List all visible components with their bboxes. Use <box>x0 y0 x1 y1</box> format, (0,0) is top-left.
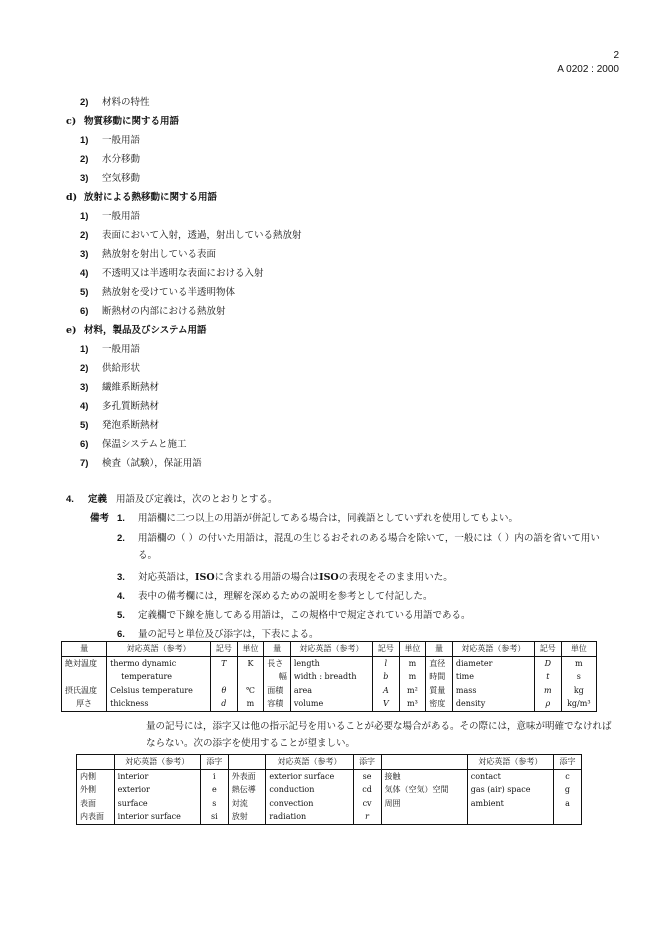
column-header: 単位 <box>237 642 264 657</box>
column-header: 記号 <box>535 642 562 657</box>
outline-item <box>80 210 140 224</box>
item-number: 2) <box>80 154 89 165</box>
item-text: 断熱材の内部における熱放射 <box>102 306 226 317</box>
remark-number: 5. <box>117 610 125 621</box>
outline-item <box>80 153 140 167</box>
column-header <box>381 755 467 770</box>
outline-item <box>80 96 150 110</box>
table-row: 内側 interior i 外表面 exterior surface se 接触 contact c <box>77 769 582 783</box>
outline-item <box>80 438 187 452</box>
column-header: 量 <box>426 642 453 657</box>
outline-item <box>80 419 159 433</box>
column-header: 添字 <box>353 755 381 770</box>
outline-item <box>80 248 216 262</box>
item-text: 熱放射を射出している表面 <box>102 249 217 260</box>
remark-text: 量の記号と単位及び添字は，下表による。 <box>138 629 319 640</box>
column-header: 量 <box>62 642 107 657</box>
table-header-row <box>77 755 582 770</box>
section-title: 材料，製品及びシステム用語 <box>84 325 207 336</box>
outline-item <box>80 286 235 300</box>
outline-item <box>80 400 159 414</box>
column-header: 対応英語（参考） <box>290 642 372 657</box>
table-row: 摂氏温度 Celsius temperature θ ℃ 面積 area A m² 質量 mass m kg <box>62 684 597 698</box>
standard-id: A 0202 : 2000 <box>557 64 619 75</box>
item-number: 1) <box>80 211 89 222</box>
remark-text: 表中の備考欄には，理解を深めるための説明を参考として付記した。 <box>138 591 433 602</box>
outline-item <box>80 343 140 357</box>
table-row: 表面 surface s 対流 convection cv 周囲 ambient a <box>77 797 582 811</box>
item-text: 繊維系断熱材 <box>102 382 160 393</box>
item-number: 3) <box>80 173 89 184</box>
outline-item <box>80 457 202 471</box>
item-number: 2) <box>80 363 89 374</box>
item-text: 検査（試験），保証用語 <box>102 458 202 469</box>
remark-text: 定義欄で下線を施してある用語は，この規格中で規定されている用語である。 <box>138 610 471 621</box>
subscript-note: 量の記号には，添字又は他の指示記号を用いることが必要な場合がある。その際には，意味が明確でなければならない。次の添字を使用することが望ましい。 <box>146 721 612 749</box>
section-label: c) <box>66 116 77 127</box>
table-row: 絶対温度 thermo dynamic T K 長さ length l m 直径 diameter D m <box>62 656 597 670</box>
remark-text: 用語欄の（ ）の付いた用語は，混乱の生じるおそれのある場合を除いて，一般には（ ）内の語を省いて用いる。 <box>138 533 600 561</box>
outline-item <box>80 305 226 319</box>
item-text: 発泡系断熱材 <box>102 420 160 431</box>
column-header: 対応英語（参考） <box>452 642 534 657</box>
item-text: 材料の特性 <box>102 97 150 108</box>
column-header: 添字 <box>200 755 228 770</box>
item-number: 1) <box>80 344 89 355</box>
outline-item <box>80 172 140 186</box>
column-header: 記号 <box>211 642 238 657</box>
outline-item <box>80 267 264 281</box>
page-number: 2 <box>613 50 619 61</box>
item-number: 2) <box>80 97 89 108</box>
remark-number: 4. <box>117 591 125 602</box>
section-heading-e <box>66 324 207 338</box>
column-header <box>77 755 115 770</box>
item-number: 3) <box>80 249 89 260</box>
column-header <box>228 755 266 770</box>
item-text: 不透明又は半透明な表面における入射 <box>102 268 264 279</box>
definitions-intro: 用語及び定義は，次のとおりとする。 <box>116 494 278 505</box>
column-header: 記号 <box>373 642 400 657</box>
table-row: temperature 幅 width : breadth b m 時間 time t s <box>62 670 597 684</box>
item-text: 供給形状 <box>102 363 141 374</box>
item-text: 熱放射を受けている半透明物体 <box>102 287 236 298</box>
item-text: 多孔質断熱材 <box>102 401 160 412</box>
remark-number: 2. <box>117 533 125 544</box>
definitions-heading <box>66 493 278 507</box>
remark-number: 3. <box>117 572 125 583</box>
remark-text: 対応英語は，ISOに含まれる用語の場合はISOの表現をそのまま用いた。 <box>138 572 453 583</box>
item-number: 7) <box>80 458 89 469</box>
column-header: 単位 <box>561 642 596 657</box>
item-number: 3) <box>80 382 89 393</box>
item-text: 保温システムと施工 <box>102 439 187 450</box>
item-text: 一般用語 <box>102 211 141 222</box>
remark-text: 用語欄に二つ以上の用語が併記してある場合は，同義語としていずれを使用してもよい。 <box>138 513 519 524</box>
definitions-title: 定義 <box>88 494 108 505</box>
column-header: 対応英語（参考） <box>266 755 353 770</box>
outline-item <box>80 381 159 395</box>
subscript-table <box>76 754 582 825</box>
column-header: 単位 <box>399 642 426 657</box>
column-header: 添字 <box>553 755 581 770</box>
table-row: 外側 exterior e 熱伝導 conduction cd 気体（空気）空間 gas (air) space g <box>77 783 582 797</box>
item-text: 空気移動 <box>102 173 141 184</box>
item-number: 1) <box>80 135 89 146</box>
quantity-symbol-table <box>61 641 597 712</box>
section-label: e) <box>66 325 77 336</box>
item-number: 6) <box>80 439 89 450</box>
outline-item <box>80 229 302 243</box>
outline-item <box>80 362 140 376</box>
item-number: 4) <box>80 401 89 412</box>
section-number: 4. <box>66 494 74 505</box>
column-header: 量 <box>264 642 291 657</box>
item-text: 一般用語 <box>102 344 141 355</box>
section-title: 放射による熱移動に関する用語 <box>84 192 218 203</box>
item-text: 一般用語 <box>102 135 141 146</box>
item-text: 表面において入射，透過，射出している熱放射 <box>102 230 302 241</box>
section-heading-c <box>66 115 179 129</box>
item-number: 6) <box>80 306 89 317</box>
column-header: 対応英語（参考） <box>114 755 200 770</box>
item-number: 2) <box>80 230 89 241</box>
remark-number: 1. <box>117 513 125 524</box>
outline-item <box>80 134 140 148</box>
section-heading-d <box>66 191 217 205</box>
table-row: 内表面 interior surface si 放射 radiation r <box>77 810 582 824</box>
section-label: d) <box>66 192 78 203</box>
item-number: 5) <box>80 287 89 298</box>
section-title: 物質移動に関する用語 <box>84 116 180 127</box>
table-header-row <box>62 642 597 657</box>
table-row: 厚さ thickness d m 容積 volume V m³ 密度 density ρ kg/m³ <box>62 697 597 711</box>
item-number: 5) <box>80 420 89 431</box>
item-text: 水分移動 <box>102 154 141 165</box>
remark-number: 6. <box>117 629 125 640</box>
column-header: 対応英語（参考） <box>467 755 553 770</box>
column-header: 対応英語（参考） <box>107 642 211 657</box>
item-number: 4) <box>80 268 89 279</box>
remarks-label: 備考 <box>90 513 110 524</box>
